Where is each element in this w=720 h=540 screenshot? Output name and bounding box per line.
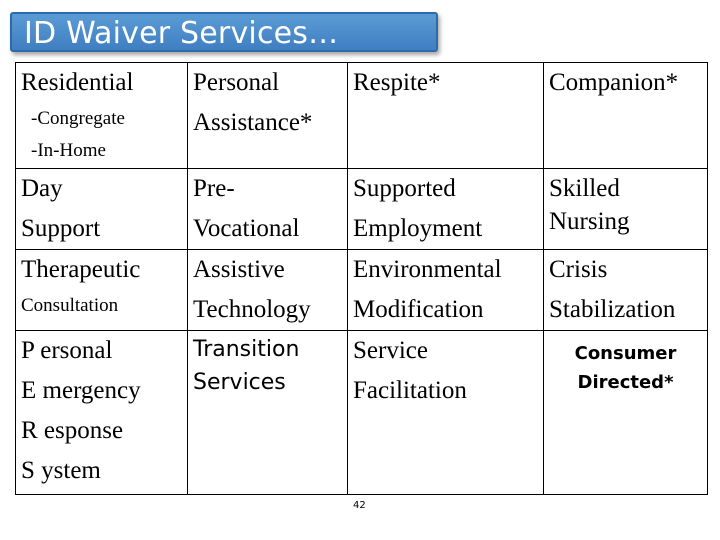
transition-services-line2: Services xyxy=(193,370,286,395)
assistive-technology-line2: Technology xyxy=(193,296,311,323)
cell-crisis-stabilization xyxy=(544,250,708,331)
cell-consumer-directed xyxy=(544,331,708,495)
personal-assistance-line2: Assistance* xyxy=(193,109,313,136)
pers-line4: S ystem xyxy=(21,457,101,484)
table-row xyxy=(16,169,708,250)
cell-service-facilitation xyxy=(348,331,544,495)
supported-employment-line2: Employment xyxy=(353,215,483,242)
skilled-nursing-line2: Nursing xyxy=(549,208,630,235)
environmental-modification-line1: Environmental xyxy=(353,256,502,283)
page-number: 42 xyxy=(353,500,366,511)
environmental-modification-line2: Modification xyxy=(353,296,484,323)
consumer-directed-line1: Consumer xyxy=(574,343,677,364)
cell-respite xyxy=(348,63,544,169)
respite-label: Respite* xyxy=(353,69,441,96)
cell-supported-employment xyxy=(348,169,544,250)
table-row xyxy=(16,331,708,495)
prevocational-line1: Pre- xyxy=(193,175,235,202)
supported-employment-line1: Supported xyxy=(353,175,456,202)
residential-label: Residential xyxy=(21,69,134,96)
cell-transition-services xyxy=(188,331,348,495)
consumer-directed-line2: Directed* xyxy=(577,372,674,393)
crisis-stabilization-line1: Crisis xyxy=(549,256,608,283)
transition-services-line1: Transition xyxy=(193,337,300,362)
companion-label: Companion* xyxy=(549,69,679,96)
pers-line3: R esponse xyxy=(21,417,124,444)
cell-skilled-nursing xyxy=(544,169,708,250)
day-support-line2: Support xyxy=(21,215,101,242)
assistive-technology-line1: Assistive xyxy=(193,256,285,283)
slide-title: ID Waiver Services… xyxy=(24,16,339,51)
table-row xyxy=(16,250,708,331)
service-facilitation-line1: Service xyxy=(353,337,428,364)
services-table xyxy=(15,62,708,495)
pers-line2: E mergency xyxy=(21,377,141,404)
cell-therapeutic-consultation xyxy=(16,250,188,331)
congregate-label: -Congregate xyxy=(31,108,125,129)
crisis-stabilization-line2: Stabilization xyxy=(549,296,676,323)
cell-pers xyxy=(16,331,188,495)
cell-assistive-technology xyxy=(188,250,348,331)
cell-personal-assistance xyxy=(188,63,348,169)
day-support-line1: Day xyxy=(21,175,63,202)
pers-line1: P ersonal xyxy=(21,337,113,364)
service-facilitation-line2: Facilitation xyxy=(353,377,467,404)
cell-prevocational xyxy=(188,169,348,250)
in-home-label: -In-Home xyxy=(31,140,106,161)
cell-day-support xyxy=(16,169,188,250)
personal-assistance-line1: Personal xyxy=(193,69,280,96)
therapeutic-consultation-line2: Consultation xyxy=(21,295,119,316)
cell-residential xyxy=(16,63,188,169)
table-row xyxy=(16,63,708,169)
therapeutic-consultation-line1: Therapeutic xyxy=(21,256,141,283)
title-banner xyxy=(10,12,438,52)
skilled-nursing-line1: Skilled xyxy=(549,175,620,202)
prevocational-line2: Vocational xyxy=(193,215,300,242)
cell-environmental-modification xyxy=(348,250,544,331)
cell-companion xyxy=(544,63,708,169)
